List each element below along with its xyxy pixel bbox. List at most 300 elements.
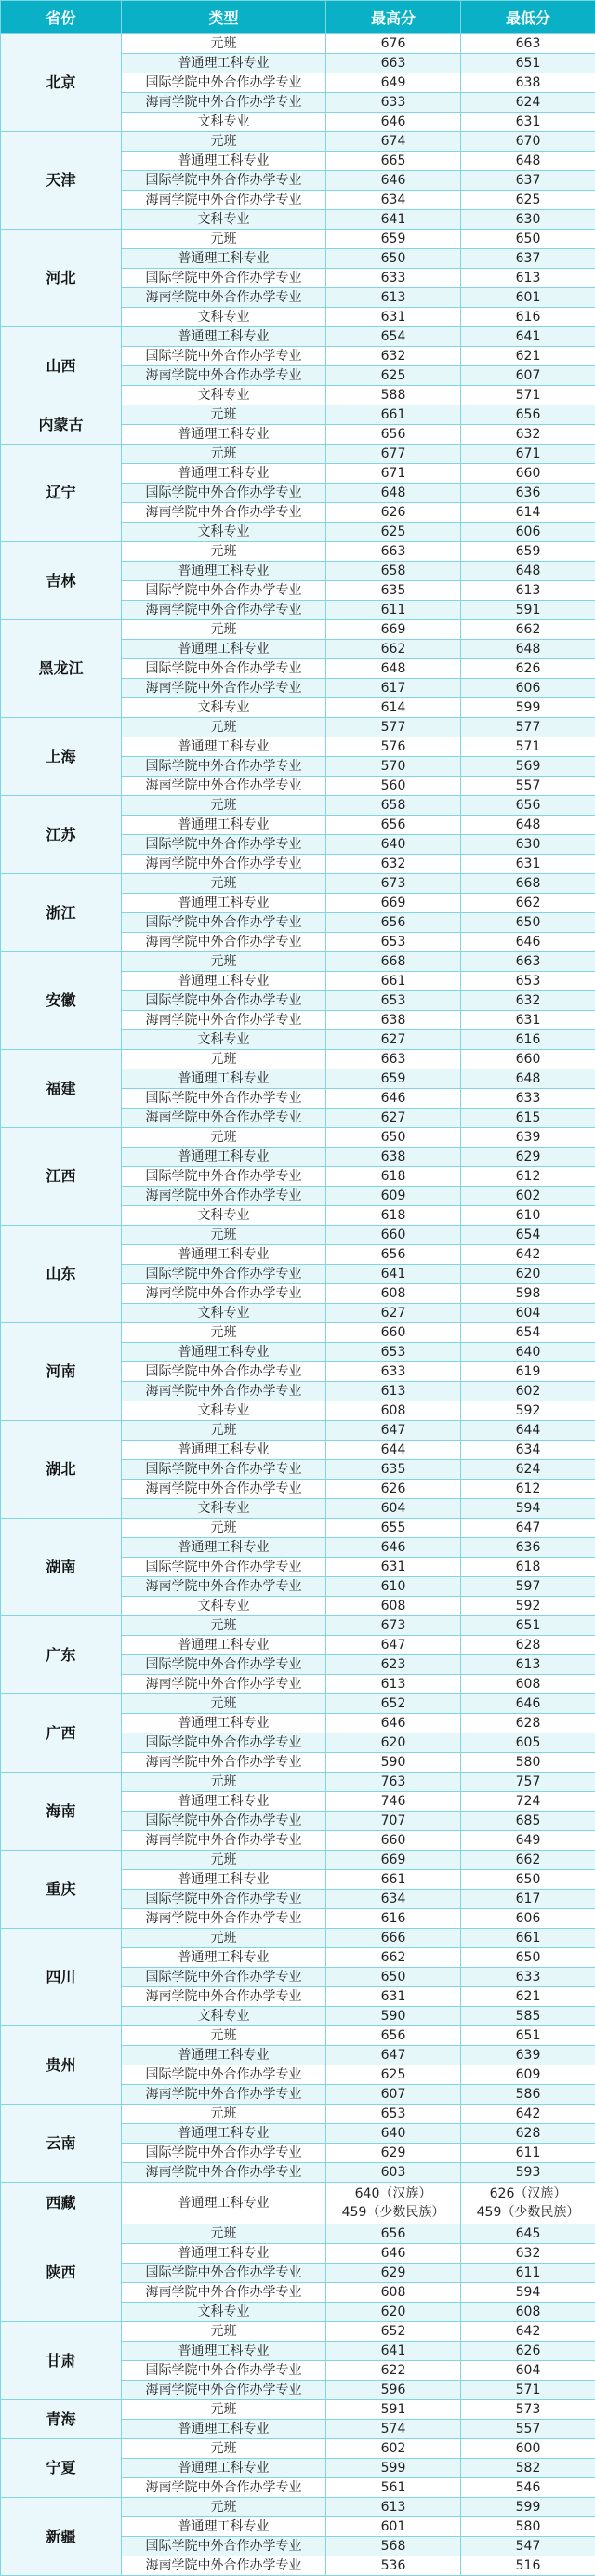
min-score-cell: 636 (461, 484, 595, 503)
type-cell: 海南学院中外合作办学专业 (122, 1109, 326, 1128)
type-cell: 国际学院中外合作办学专业 (122, 1812, 326, 1831)
min-score-cell: 662 (461, 1851, 595, 1870)
table-row (1, 1226, 595, 1245)
header-type: 类型 (122, 1, 326, 34)
max-score-cell: 640 (326, 2124, 461, 2144)
province-cell: 河北 (1, 230, 122, 327)
type-cell: 文科专业 (122, 523, 326, 542)
type-cell: 元班 (122, 2322, 326, 2342)
max-score-cell: 673 (326, 874, 461, 894)
max-score-cell: 536 (326, 2556, 461, 2576)
max-score-cell: 653 (326, 933, 461, 952)
type-cell: 国际学院中外合作办学专业 (122, 1733, 326, 1753)
type-cell: 普通理工科专业 (122, 2517, 326, 2537)
min-score-cell: 607 (461, 366, 595, 386)
min-score-cell: 650 (461, 230, 595, 249)
header-max-score: 最高分 (326, 1, 461, 34)
type-cell: 海南学院中外合作办学专业 (122, 288, 326, 308)
min-score-cell: 663 (461, 34, 595, 54)
max-score-cell: 631 (326, 1558, 461, 1577)
type-cell: 海南学院中外合作办学专业 (122, 1675, 326, 1694)
min-score-cell: 611 (461, 2264, 595, 2283)
min-score-cell: 600 (461, 2439, 595, 2459)
type-cell: 国际学院中外合作办学专业 (122, 269, 326, 288)
table-row (1, 34, 595, 54)
max-score-cell: 652 (326, 1694, 461, 1714)
type-cell: 国际学院中外合作办学专业 (122, 1362, 326, 1382)
min-score-cell: 654 (461, 1323, 595, 1343)
min-score-cell: 626（汉族） 459（少数民族） (461, 2183, 595, 2224)
max-score-cell: 665 (326, 152, 461, 171)
type-cell: 元班 (122, 2026, 326, 2046)
type-cell: 海南学院中外合作办学专业 (122, 503, 326, 523)
min-score-cell: 685 (461, 1812, 595, 1831)
min-score-cell: 569 (461, 757, 595, 777)
max-score-cell: 625 (326, 2065, 461, 2085)
type-cell: 国际学院中外合作办学专业 (122, 2361, 326, 2381)
min-score-cell: 610 (461, 1206, 595, 1226)
table-row (1, 2400, 595, 2420)
min-score-cell: 639 (461, 1128, 595, 1148)
min-score-cell: 598 (461, 1284, 595, 1304)
province-cell: 黑龙江 (1, 620, 122, 718)
max-score-cell: 662 (326, 640, 461, 659)
min-score-cell: 608 (461, 1675, 595, 1694)
province-cell: 浙江 (1, 874, 122, 952)
header-province: 省份 (1, 1, 122, 34)
max-score-cell: 620 (326, 1733, 461, 1753)
min-score-cell: 650 (461, 1870, 595, 1890)
table-row (1, 2026, 595, 2046)
province-cell: 陕西 (1, 2224, 122, 2322)
min-score-cell: 557 (461, 777, 595, 796)
type-cell: 海南学院中外合作办学专业 (122, 1987, 326, 2007)
type-cell: 元班 (122, 796, 326, 816)
min-score-cell: 659 (461, 542, 595, 562)
max-score-cell: 647 (326, 1636, 461, 1655)
min-score-cell: 616 (461, 1030, 595, 1050)
max-score-cell: 669 (326, 1851, 461, 1870)
min-score-cell: 619 (461, 1362, 595, 1382)
type-cell: 国际学院中外合作办学专业 (122, 913, 326, 933)
max-score-cell: 661 (326, 1870, 461, 1890)
table-row (1, 132, 595, 152)
min-score-cell: 724 (461, 1792, 595, 1812)
max-score-cell: 625 (326, 366, 461, 386)
min-score-cell: 646 (461, 933, 595, 952)
province-cell: 甘肃 (1, 2322, 122, 2400)
type-cell: 海南学院中外合作办学专业 (122, 933, 326, 952)
max-score-cell: 673 (326, 1616, 461, 1636)
type-cell: 海南学院中外合作办学专业 (122, 1753, 326, 1773)
type-cell: 文科专业 (122, 1401, 326, 1421)
type-cell: 元班 (122, 2439, 326, 2459)
province-cell: 山西 (1, 327, 122, 405)
max-score-cell: 610 (326, 1577, 461, 1597)
province-cell: 广东 (1, 1616, 122, 1694)
min-score-cell: 608 (461, 2303, 595, 2322)
province-cell: 云南 (1, 2105, 122, 2183)
min-score-cell: 624 (461, 1460, 595, 1480)
type-cell: 文科专业 (122, 1030, 326, 1050)
table-row (1, 2439, 595, 2459)
min-score-cell: 630 (461, 210, 595, 230)
max-score-cell: 646 (326, 2244, 461, 2264)
min-score-cell: 624 (461, 93, 595, 113)
type-cell: 普通理工科专业 (122, 2046, 326, 2065)
type-cell: 元班 (122, 1226, 326, 1245)
min-score-cell: 599 (461, 698, 595, 718)
min-score-cell: 661 (461, 1929, 595, 1948)
max-score-cell: 631 (326, 1987, 461, 2007)
max-score-cell: 640（汉族） 459（少数民族） (326, 2183, 461, 2224)
min-score-cell: 757 (461, 1773, 595, 1792)
type-cell: 元班 (122, 1519, 326, 1538)
type-cell: 国际学院中外合作办学专业 (122, 73, 326, 93)
min-score-cell: 646 (461, 1694, 595, 1714)
min-score-cell: 668 (461, 874, 595, 894)
min-score-cell: 625 (461, 191, 595, 210)
type-cell: 国际学院中外合作办学专业 (122, 991, 326, 1011)
max-score-cell: 629 (326, 2264, 461, 2283)
max-score-cell: 634 (326, 1890, 461, 1909)
type-cell: 海南学院中外合作办学专业 (122, 601, 326, 620)
max-score-cell: 656 (326, 2026, 461, 2046)
min-score-cell: 605 (461, 1733, 595, 1753)
max-score-cell: 677 (326, 445, 461, 464)
type-cell: 普通理工科专业 (122, 54, 326, 73)
type-cell: 元班 (122, 1929, 326, 1948)
type-cell: 普通理工科专业 (122, 1245, 326, 1265)
min-score-cell: 599 (461, 2498, 595, 2517)
min-score-cell: 612 (461, 1167, 595, 1187)
max-score-cell: 663 (326, 1050, 461, 1069)
min-score-cell: 632 (461, 425, 595, 445)
min-score-cell: 604 (461, 2361, 595, 2381)
max-score-cell: 659 (326, 1069, 461, 1089)
max-score-cell: 635 (326, 581, 461, 601)
min-score-cell: 671 (461, 445, 595, 464)
max-score-cell: 658 (326, 562, 461, 581)
type-cell: 国际学院中外合作办学专业 (122, 2264, 326, 2283)
max-score-cell: 613 (326, 1675, 461, 1694)
type-cell: 普通理工科专业 (122, 1948, 326, 1968)
type-cell: 普通理工科专业 (122, 972, 326, 991)
type-cell: 普通理工科专业 (122, 2459, 326, 2478)
min-score-cell: 611 (461, 2144, 595, 2163)
type-cell: 国际学院中外合作办学专业 (122, 171, 326, 191)
type-cell: 国际学院中外合作办学专业 (122, 1265, 326, 1284)
table-row (1, 1616, 595, 1636)
max-score-cell: 632 (326, 347, 461, 366)
max-score-cell: 650 (326, 1128, 461, 1148)
province-cell: 上海 (1, 718, 122, 796)
max-score-cell: 638 (326, 1148, 461, 1167)
max-score-cell: 609 (326, 1187, 461, 1206)
type-cell: 元班 (122, 1050, 326, 1069)
max-score-cell: 646 (326, 1089, 461, 1109)
type-cell: 普通理工科专业 (122, 1870, 326, 1890)
min-score-cell: 662 (461, 894, 595, 913)
max-score-cell: 641 (326, 210, 461, 230)
type-cell: 元班 (122, 1323, 326, 1343)
type-cell: 国际学院中外合作办学专业 (122, 2065, 326, 2085)
max-score-cell: 604 (326, 1499, 461, 1519)
table-row (1, 1773, 595, 1792)
min-score-cell: 606 (461, 523, 595, 542)
type-cell: 海南学院中外合作办学专业 (122, 2478, 326, 2498)
type-cell: 国际学院中外合作办学专业 (122, 2144, 326, 2163)
table-row (1, 1421, 595, 1441)
max-score-cell: 627 (326, 1109, 461, 1128)
min-score-cell: 648 (461, 562, 595, 581)
type-cell: 元班 (122, 718, 326, 737)
type-cell: 普通理工科专业 (122, 2124, 326, 2144)
min-score-cell: 650 (461, 913, 595, 933)
min-score-cell: 636 (461, 1538, 595, 1558)
max-score-cell: 591 (326, 2400, 461, 2420)
type-cell: 元班 (122, 230, 326, 249)
min-score-cell: 642 (461, 1245, 595, 1265)
min-score-cell: 612 (461, 1480, 595, 1499)
type-cell: 海南学院中外合作办学专业 (122, 1187, 326, 1206)
max-score-cell: 623 (326, 1655, 461, 1675)
type-cell: 海南学院中外合作办学专业 (122, 679, 326, 698)
province-cell: 贵州 (1, 2026, 122, 2105)
province-cell: 山东 (1, 1226, 122, 1323)
table-row (1, 445, 595, 464)
max-score-cell: 646 (326, 113, 461, 132)
min-score-cell: 631 (461, 113, 595, 132)
min-score-cell: 613 (461, 269, 595, 288)
type-cell: 国际学院中外合作办学专业 (122, 1558, 326, 1577)
min-score-cell: 663 (461, 952, 595, 972)
type-cell: 普通理工科专业 (122, 1441, 326, 1460)
type-cell: 国际学院中外合作办学专业 (122, 757, 326, 777)
max-score-cell: 633 (326, 93, 461, 113)
province-cell: 内蒙古 (1, 405, 122, 445)
province-cell: 江西 (1, 1128, 122, 1226)
max-score-cell: 676 (326, 34, 461, 54)
province-cell: 广西 (1, 1694, 122, 1773)
type-cell: 普通理工科专业 (122, 1538, 326, 1558)
type-cell: 海南学院中外合作办学专业 (122, 1382, 326, 1401)
table-row (1, 2498, 595, 2517)
min-score-cell: 653 (461, 972, 595, 991)
min-score-cell: 645 (461, 2224, 595, 2244)
min-score-cell: 656 (461, 405, 595, 425)
max-score-cell: 590 (326, 2007, 461, 2026)
min-score-cell: 641 (461, 327, 595, 347)
table-row (1, 620, 595, 640)
min-score-cell: 571 (461, 386, 595, 405)
min-score-cell: 647 (461, 1519, 595, 1538)
type-cell: 普通理工科专业 (122, 894, 326, 913)
type-cell: 海南学院中外合作办学专业 (122, 93, 326, 113)
type-cell: 海南学院中外合作办学专业 (122, 366, 326, 386)
min-score-cell: 633 (461, 1089, 595, 1109)
type-cell: 元班 (122, 2224, 326, 2244)
max-score-cell: 654 (326, 327, 461, 347)
type-cell: 文科专业 (122, 1206, 326, 1226)
type-cell: 海南学院中外合作办学专业 (122, 191, 326, 210)
min-score-cell: 580 (461, 1753, 595, 1773)
type-cell: 海南学院中外合作办学专业 (122, 1480, 326, 1499)
max-score-cell: 647 (326, 1421, 461, 1441)
max-score-cell: 641 (326, 2342, 461, 2361)
max-score-cell: 668 (326, 952, 461, 972)
type-cell: 海南学院中外合作办学专业 (122, 2163, 326, 2183)
type-cell: 普通理工科专业 (122, 152, 326, 171)
max-score-cell: 646 (326, 1538, 461, 1558)
province-cell: 天津 (1, 132, 122, 230)
table-row (1, 796, 595, 816)
province-cell: 新疆 (1, 2498, 122, 2576)
min-score-cell: 637 (461, 171, 595, 191)
max-score-cell: 602 (326, 2439, 461, 2459)
max-score-cell: 561 (326, 2478, 461, 2498)
type-cell: 元班 (122, 620, 326, 640)
max-score-cell: 596 (326, 2381, 461, 2400)
max-score-cell: 601 (326, 2517, 461, 2537)
min-score-cell: 628 (461, 2124, 595, 2144)
min-score-cell: 617 (461, 1890, 595, 1909)
min-score-cell: 651 (461, 1616, 595, 1636)
max-score-cell: 663 (326, 542, 461, 562)
type-cell: 国际学院中外合作办学专业 (122, 1089, 326, 1109)
header-row (1, 1, 595, 34)
max-score-cell: 607 (326, 2085, 461, 2105)
max-score-cell: 576 (326, 737, 461, 757)
province-cell: 福建 (1, 1050, 122, 1128)
max-score-cell: 626 (326, 1480, 461, 1499)
max-score-cell: 666 (326, 1929, 461, 1948)
min-score-cell: 629 (461, 1148, 595, 1167)
type-cell: 普通理工科专业 (122, 425, 326, 445)
min-score-cell: 580 (461, 2517, 595, 2537)
min-score-cell: 637 (461, 249, 595, 269)
type-cell: 文科专业 (122, 308, 326, 327)
table-row (1, 327, 595, 347)
table-row (1, 2224, 595, 2244)
max-score-cell: 644 (326, 1441, 461, 1460)
min-score-cell: 649 (461, 1831, 595, 1851)
province-cell: 海南 (1, 1773, 122, 1851)
min-score-cell: 630 (461, 835, 595, 855)
max-score-cell: 746 (326, 1792, 461, 1812)
max-score-cell: 611 (326, 601, 461, 620)
min-score-cell: 571 (461, 2381, 595, 2400)
min-score-cell: 648 (461, 816, 595, 835)
province-cell: 辽宁 (1, 445, 122, 542)
max-score-cell: 640 (326, 835, 461, 855)
table-row (1, 1851, 595, 1870)
type-cell: 元班 (122, 1694, 326, 1714)
type-cell: 文科专业 (122, 2303, 326, 2322)
max-score-cell: 707 (326, 1812, 461, 1831)
min-score-cell: 621 (461, 1987, 595, 2007)
max-score-cell: 656 (326, 1245, 461, 1265)
max-score-cell: 648 (326, 659, 461, 679)
max-score-cell: 646 (326, 1714, 461, 1733)
max-score-cell: 613 (326, 2498, 461, 2517)
type-cell: 普通理工科专业 (122, 2244, 326, 2264)
max-score-cell: 655 (326, 1519, 461, 1538)
max-score-cell: 620 (326, 2303, 461, 2322)
max-score-cell: 616 (326, 1909, 461, 1929)
province-cell: 吉林 (1, 542, 122, 620)
type-cell: 普通理工科专业 (122, 464, 326, 484)
type-cell: 海南学院中外合作办学专业 (122, 1284, 326, 1304)
min-score-cell: 594 (461, 2283, 595, 2303)
max-score-cell: 625 (326, 523, 461, 542)
min-score-cell: 614 (461, 503, 595, 523)
max-score-cell: 653 (326, 1343, 461, 1362)
type-cell: 元班 (122, 1128, 326, 1148)
type-cell: 普通理工科专业 (122, 2420, 326, 2439)
table-row (1, 1050, 595, 1069)
min-score-cell: 547 (461, 2537, 595, 2556)
header-min-score: 最低分 (461, 1, 595, 34)
max-score-cell: 618 (326, 1167, 461, 1187)
min-score-cell: 633 (461, 1968, 595, 1987)
max-score-cell: 658 (326, 796, 461, 816)
max-score-cell: 627 (326, 1030, 461, 1050)
province-cell: 青海 (1, 2400, 122, 2439)
type-cell: 文科专业 (122, 2007, 326, 2026)
type-cell: 海南学院中外合作办学专业 (122, 2085, 326, 2105)
min-score-cell: 516 (461, 2556, 595, 2576)
min-score-cell: 648 (461, 640, 595, 659)
min-score-cell: 557 (461, 2420, 595, 2439)
type-cell: 文科专业 (122, 1304, 326, 1323)
max-score-cell: 634 (326, 191, 461, 210)
min-score-cell: 597 (461, 1577, 595, 1597)
table-row (1, 1929, 595, 1948)
max-score-cell: 568 (326, 2537, 461, 2556)
max-score-cell: 662 (326, 1948, 461, 1968)
type-cell: 元班 (122, 542, 326, 562)
max-score-cell: 608 (326, 1401, 461, 1421)
type-cell: 普通理工科专业 (122, 1792, 326, 1812)
type-cell: 文科专业 (122, 113, 326, 132)
min-score-cell: 662 (461, 620, 595, 640)
max-score-cell: 633 (326, 269, 461, 288)
min-score-cell: 573 (461, 2400, 595, 2420)
type-cell: 元班 (122, 2400, 326, 2420)
min-score-cell: 631 (461, 855, 595, 874)
max-score-cell: 641 (326, 1265, 461, 1284)
max-score-cell: 656 (326, 425, 461, 445)
type-cell: 普通理工科专业 (122, 327, 326, 347)
max-score-cell: 608 (326, 1284, 461, 1304)
min-score-cell: 591 (461, 601, 595, 620)
type-cell: 普通理工科专业 (122, 1343, 326, 1362)
max-score-cell: 560 (326, 777, 461, 796)
min-score-cell: 648 (461, 152, 595, 171)
max-score-cell: 647 (326, 2046, 461, 2065)
max-score-cell: 613 (326, 288, 461, 308)
min-score-cell: 651 (461, 2026, 595, 2046)
min-score-cell: 585 (461, 2007, 595, 2026)
min-score-cell: 602 (461, 1187, 595, 1206)
min-score-cell: 632 (461, 2244, 595, 2264)
max-score-cell: 635 (326, 1460, 461, 1480)
province-cell: 西藏 (1, 2183, 122, 2224)
type-cell: 元班 (122, 132, 326, 152)
type-cell: 普通理工科专业 (122, 1148, 326, 1167)
max-score-cell: 632 (326, 855, 461, 874)
